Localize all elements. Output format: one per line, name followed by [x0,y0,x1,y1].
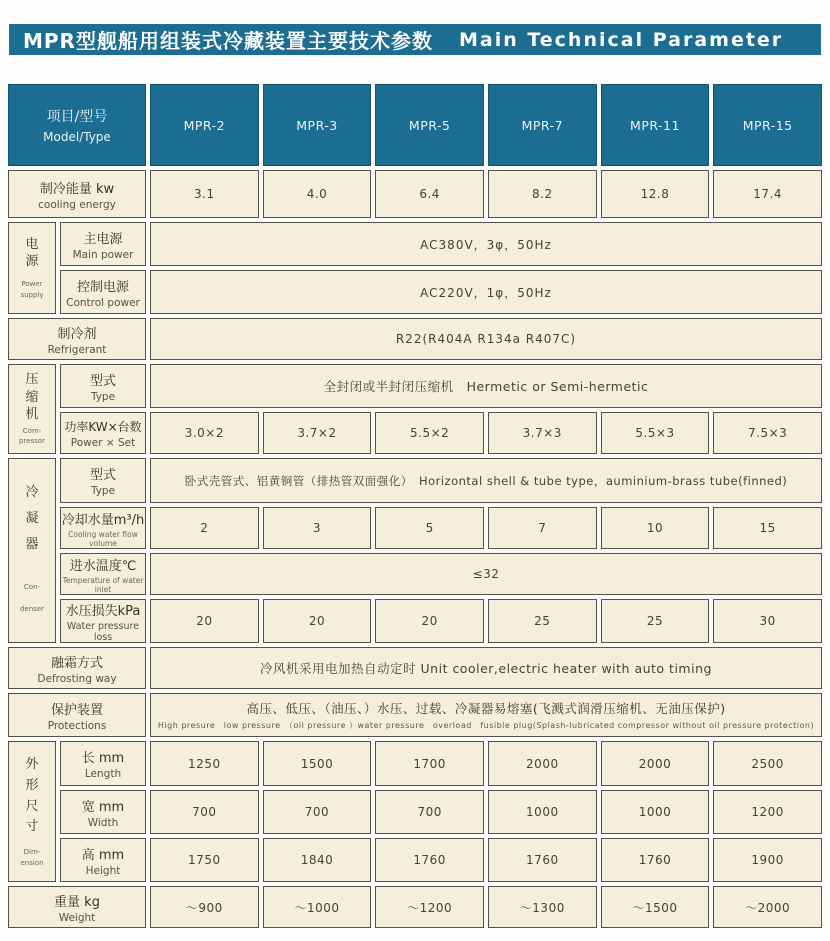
power-set-value: 3.0×2 [150,412,259,454]
power-set-value: 3.7×2 [263,412,372,454]
height-value: 1750 [150,838,259,882]
cooling-energy-value: 8.2 [488,170,597,218]
label-width-zh: 宽 mm [81,799,125,815]
parameter-table [8,84,822,928]
main-power-value: AC380V，3φ，50Hz [150,222,822,266]
group-condenser-en: Con- denser [19,582,45,614]
header-mpr-3: MPR-3 [263,84,372,166]
label-pressure-loss-zh: 水压损失kPa [65,603,141,619]
page-title-zh: MPR型舰船用组装式冷藏装置主要技术参数 [23,29,433,53]
water-flow-value: 15 [713,507,822,549]
label-power-set-zh: 功率KW×台数 [64,419,142,434]
label-condenser-type-en: Type [90,485,116,497]
header-mpr-15: MPR-15 [713,84,822,166]
power-set-value: 3.7×3 [488,412,597,454]
label-width [60,790,146,834]
header-mpr-7: MPR-7 [488,84,597,166]
label-control-power [60,270,146,314]
header-model-type [8,84,146,166]
title-bar [9,24,821,55]
pressure-loss-value: 20 [263,599,372,643]
label-protections-en: Protections [47,719,107,732]
group-compressor-en: Com- pressor [19,426,45,446]
label-protections [8,693,146,737]
length-value: 2000 [488,741,597,786]
power-set-value: 5.5×3 [601,412,710,454]
label-water-flow-zh: 冷却水量m³/h [61,512,145,528]
header-mpr-2: MPR-2 [150,84,259,166]
label-power-set-en: Power × Set [70,436,136,449]
label-inlet-temp-zh: 进水温度℃ [69,558,137,574]
water-flow-value: 7 [488,507,597,549]
width-value: 1200 [713,790,822,834]
label-length [60,741,146,786]
condenser-type-value: 卧式壳管式、铝黄铜管（排热管双面强化） Horizontal shell & tube type，auminium-brass tube(finned) [150,458,822,503]
label-pressure-loss [60,599,146,643]
group-dimension-zh: 外形尺寸 [25,756,39,835]
group-label-dimension [8,741,56,882]
protections-value [150,693,822,737]
group-dimension-en: Dim- ension [20,848,44,867]
group-power-en: Power supply [20,280,44,299]
protections-value-zh: 高压、低压、（油压、）水压、过载、冷凝器易熔塞(飞溅式润滑压缩机、无油压保护) [246,701,726,716]
cooling-energy-value: 17.4 [713,170,822,218]
label-weight [8,886,146,928]
control-power-value: AC220V，1φ，50Hz [150,270,822,314]
group-condenser-zh: 冷凝器 [25,485,39,553]
weight-value: ～900 [150,886,259,928]
label-water-flow-en: Cooling water flow volume [68,529,138,548]
length-value: 2000 [601,741,710,786]
label-inlet-temp-en: Temperature of water inlet [62,575,144,594]
width-value: 700 [263,790,372,834]
label-control-power-zh: 控制电源 [76,279,129,295]
power-set-value: 5.5×2 [375,412,484,454]
label-compressor-type-zh: 型式 [89,373,116,389]
width-value: 1000 [601,790,710,834]
height-value: 1760 [488,838,597,882]
weight-value: ～1300 [488,886,597,928]
height-value: 1900 [713,838,822,882]
label-weight-zh: 重量 kg [54,894,100,910]
inlet-temp-value: ≤32 [150,553,822,595]
water-flow-value: 5 [375,507,484,549]
pressure-loss-value: 25 [488,599,597,643]
label-refrigerant-en: Refrigerant [47,343,107,356]
height-value: 1760 [375,838,484,882]
label-protections-zh: 保护装置 [50,702,103,718]
weight-value: ～1200 [375,886,484,928]
width-value: 1000 [488,790,597,834]
label-defrosting-zh: 融霜方式 [50,655,103,671]
label-pressure-loss-en: Water pressure loss [66,620,140,643]
label-height-zh: 高 mm [81,847,125,863]
label-length-en: Length [84,768,122,780]
label-main-power-en: Main power [72,248,134,261]
compressor-type-value: 全封闭或半封闭压缩机 Hermetic or Semi-hermetic [150,364,822,408]
cooling-energy-value: 3.1 [150,170,259,218]
page-title-en: Main Technical Parameter [458,28,784,51]
group-label-power-supply [8,222,56,314]
water-flow-value: 2 [150,507,259,549]
header-mpr-5: MPR-5 [375,84,484,166]
group-label-compressor [8,364,56,454]
width-value: 700 [150,790,259,834]
pressure-loss-value: 20 [375,599,484,643]
pressure-loss-value: 25 [601,599,710,643]
label-cooling-energy-en: cooling energy [38,198,116,211]
length-value: 2500 [713,741,822,786]
weight-value: ～2000 [713,886,822,928]
weight-value: ～1500 [601,886,710,928]
length-value: 1700 [375,741,484,786]
label-power-set [60,412,146,454]
label-compressor-type [60,364,146,408]
label-defrosting-en: Defrosting way [37,672,117,685]
header-label-zh: 项目/型号 [46,109,108,125]
label-height [60,838,146,882]
length-value: 1500 [263,741,372,786]
label-main-power [60,222,146,266]
cooling-energy-value: 4.0 [263,170,372,218]
weight-value: ～1000 [263,886,372,928]
label-compressor-type-en: Type [90,390,116,403]
power-set-value: 7.5×3 [713,412,822,454]
pressure-loss-value: 20 [150,599,259,643]
height-value: 1840 [263,838,372,882]
label-main-power-zh: 主电源 [83,231,123,247]
label-defrosting [8,647,146,689]
label-water-flow [60,507,146,549]
label-refrigerant-zh: 制冷剂 [57,326,97,342]
cooling-energy-value: 12.8 [601,170,710,218]
height-value: 1760 [601,838,710,882]
water-flow-value: 10 [601,507,710,549]
defrosting-value: 冷风机采用电加热自动定时 Unit cooler,electric heater with auto timing [150,647,822,689]
label-control-power-en: Control power [66,296,140,309]
pressure-loss-value: 30 [713,599,822,643]
group-label-condenser [8,458,56,643]
label-width-en: Width [87,816,119,829]
group-compressor-zh: 压缩机 [25,372,39,423]
header-label-en: Model/Type [43,130,111,144]
refrigerant-value: R22(R404A R134a R407C) [150,318,822,360]
protections-value-en: High presure low pressure （oil pressure ）water pressure overload fusible plug(Splash-lubricated compressor without oil pressure protection) [157,721,815,730]
label-condenser-type-zh: 型式 [89,468,116,483]
label-weight-en: Weight [58,911,96,924]
length-value: 1250 [150,741,259,786]
label-height-en: Height [85,864,121,877]
header-mpr-11: MPR-11 [601,84,710,166]
label-cooling-energy-zh: 制冷能量 kw [39,181,115,197]
label-refrigerant [8,318,146,360]
group-power-zh: 电源 [25,236,39,270]
label-inlet-temp [60,553,146,595]
water-flow-value: 3 [263,507,372,549]
cooling-energy-value: 6.4 [375,170,484,218]
label-condenser-type [60,458,146,503]
label-cooling-energy [8,170,146,218]
label-length-zh: 长 mm [81,751,125,766]
width-value: 700 [375,790,484,834]
